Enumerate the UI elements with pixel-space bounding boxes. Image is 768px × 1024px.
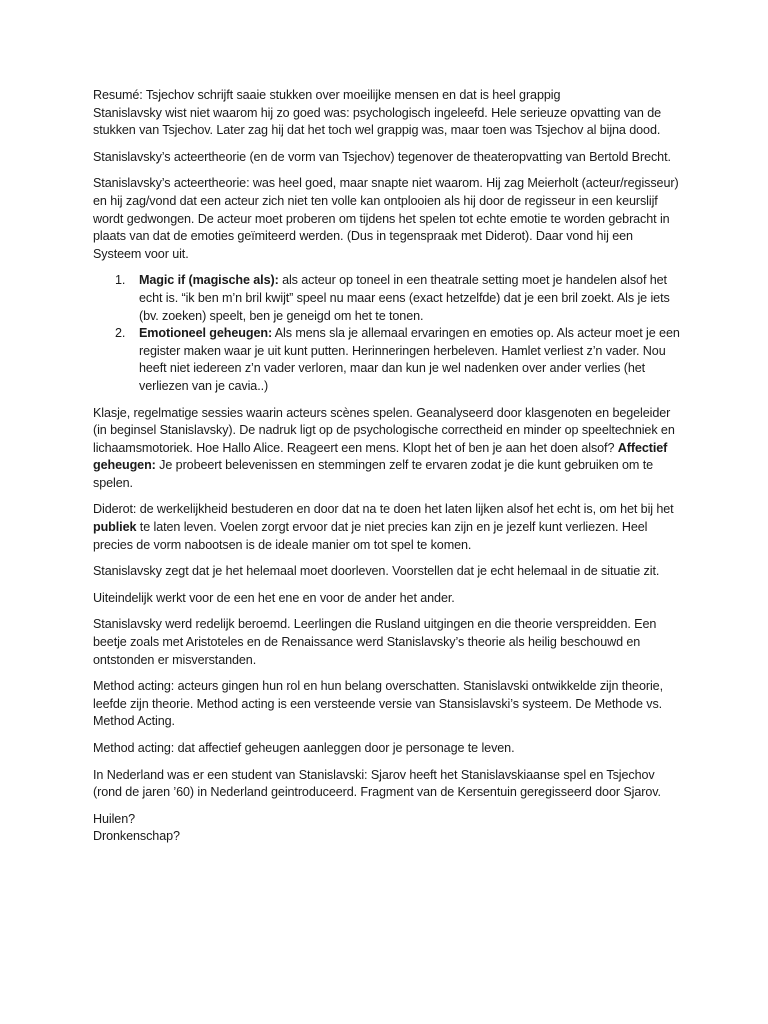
paragraph-diderot: [93, 501, 683, 554]
publiek-term: publiek: [93, 520, 137, 535]
paragraph-resume: [93, 87, 683, 140]
question-dronkenschap: Dronkenschap?: [93, 829, 180, 844]
list-number: 2.: [115, 326, 126, 341]
affectief-geheugen-text: Je probeert belevenissen en stemmingen zelf te ervaren zodat je die kunt gebruiken om te spelen.: [93, 458, 654, 490]
paragraph-method-acting: Method acting: acteurs gingen hun rol en hun belang overschatten. Stanislavski ontwikkelde zijn theorie, leefde zijn theorie. Method acting is een versteende versie van Stansislavski’s systeem. De Methode vs. Method Acting.: [93, 679, 663, 729]
paragraph-doorleven: Stanislavsky zegt dat je het helemaal moet doorleven. Voorstellen dat je echt helemaal in de situatie zit.: [93, 564, 660, 579]
question-huilen: Huilen?: [93, 811, 136, 826]
affectief-geheugen-term: Affectief geheugen:: [93, 440, 668, 473]
paragraph-method-acting-geheugen: Method acting: dat affectief geheugen aanleggen door je personage te leven.: [93, 741, 515, 755]
document-page: [93, 87, 683, 855]
paragraph-acteertheorie-vs-brecht: Stanislavsky’s acteertheorie (en de vorm van Tsjechov) tegenover de theateropvatting van Bertold Brecht.: [93, 149, 671, 164]
numbered-list-systeem: [93, 272, 683, 395]
paragraph-uiteindelijk: Uiteindelijk werkt voor de een het ene en voor de ander het ander.: [93, 590, 455, 605]
list-item-magic-if: [93, 272, 683, 325]
paragraph-acteertheorie: Stanislavsky’s acteertheorie: was heel goed, maar snapte niet waarom. Hij zag Meierholt (acteur/regisseur) en hij zag/vond dat een acteur zich niet ten volle kan ontplooien als hij door de regisseur in een keurslijf wordt gedwongen. De acteur moet proberen om tijdens het spelen tot echte emotie te worden gebracht in plaats van dat de emoties geïmiteerd werden. (Dus in tegenspraak met Diderot). Daar vond hij een Systeem voor uit.: [93, 176, 679, 261]
klasje-text: Klasje, regelmatige sessies waarin acteurs scènes spelen. Geanalyseerd door klasgenoten en begeleider (in beginsel Stanislavsky). De nadruk ligt op de psychologische correctheid en minder op speeltechniek en lichaamsmotoriek. Hoe Hallo Alice. Reageert een mens. Klopt het of ben je aan het doen alsof?: [93, 405, 675, 455]
diderot-text: Diderot: de werkelijkheid bestuderen en door dat na te doen het laten lijken alsof het echt is, om het bij het: [93, 502, 674, 517]
diderot-text-rest: te laten leven. Voelen zorgt ervoor dat je niet precies kan zijn en je jezelf kunt verliezen. Heel precies de vorm nabootsen is de ideale manier om tot spel te komen.: [93, 520, 648, 552]
resume-line: Resumé: Tsjechov schrijft saaie stukken over moeilijke mensen en dat is heel grappig: [93, 88, 561, 102]
list-term: Emotioneel geheugen:: [139, 326, 273, 341]
list-number: 1.: [115, 273, 126, 288]
stanislavsky-intro: Stanislavsky wist niet waarom hij zo goed was: psychologisch ingeleefd. Hele serieuze opvatting van de stukken van Tsjechov. Later zag hij dat het toch wel grappig was, maar toen was Tsjechov al bijna dood.: [93, 105, 662, 138]
list-term: Magic if (magische als):: [139, 273, 279, 288]
paragraph-beroemd: Stanislavsky werd redelijk beroemd. Leerlingen die Rusland uitgingen en die theorie verspreidden. Een beetje zoals met Aristoteles en de Renaissance werd Stanislavsky’s theorie als heilig beschouwd en ontstonden er misverstanden.: [93, 617, 657, 667]
list-text: Als mens sla je allemaal ervaringen en emoties op. Als acteur moet je een register maken waar je uit kunt putten. Herinneringen herbeleven. Hamlet verliest z’n vader. Nou heeft niet iedereen z’n vader verloren, maar dan kun je wel nadenken over ander verlies (het verliezen van je cavia..): [139, 326, 680, 393]
paragraph-vragen: [93, 811, 683, 846]
list-text: als acteur op toneel in een theatrale setting moet je handelen alsof het echt is. “ik ben m’n bril kwijt” speel nu maar eens (exact hetzelfde) dat je een bril zoekt. Als je iets (bv. zoeken) speelt, ben je geneigd om het te tonen.: [139, 273, 670, 323]
paragraph-klasje: [93, 405, 683, 493]
paragraph-nederland: In Nederland was er een student van Stanislavski: Sjarov heeft het Stanislavskiaanse spel en Tsjechov (rond de jaren ’60) in Nederland geintroduceerd. Fragment van de Kersentuin geregisseerd door Sjarov.: [93, 767, 661, 800]
list-item-emotioneel-geheugen: [93, 325, 683, 395]
